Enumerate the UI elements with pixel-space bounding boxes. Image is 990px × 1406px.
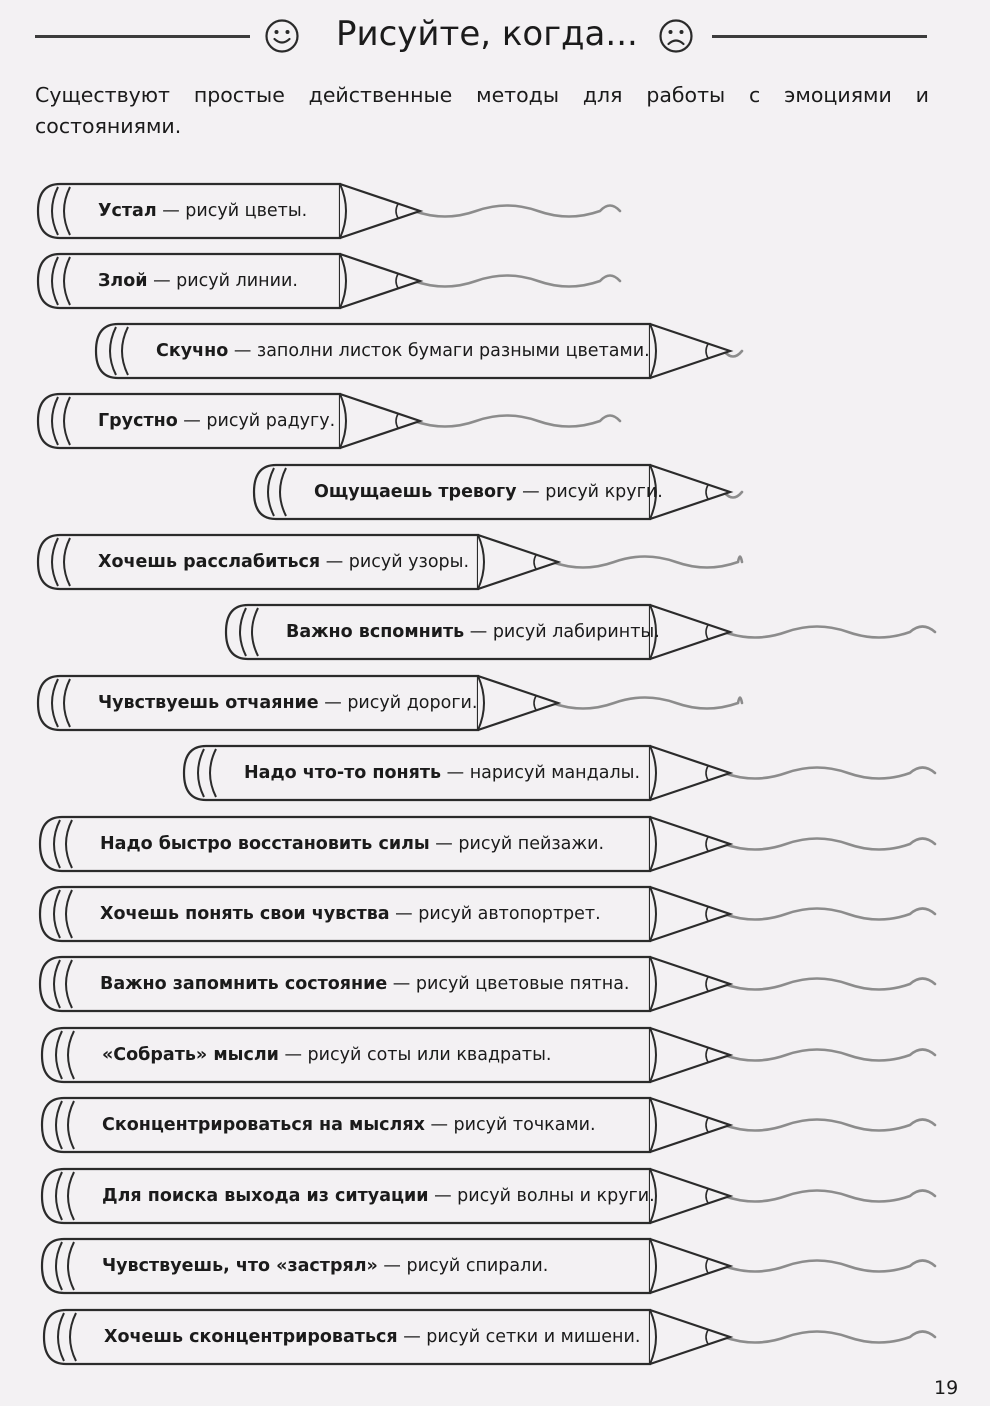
pencil-text: [244, 744, 640, 802]
pencil-item: [42, 1308, 742, 1366]
pencil-item: [36, 392, 432, 450]
pencil-item: [182, 744, 742, 802]
advice-text: — рисуй круги.: [516, 482, 663, 502]
pencil-item: [36, 182, 432, 240]
pencil-text: [102, 1096, 596, 1154]
pencil-text: [98, 252, 298, 310]
pencil-item: [38, 815, 742, 873]
advice-text: — рисуй дороги.: [318, 693, 478, 713]
pencil-item: [40, 1167, 742, 1225]
pencil-item: [36, 674, 570, 732]
emotion-label: Хочешь расслабиться: [98, 552, 321, 572]
pencil-text: [156, 322, 650, 380]
pencil-text: [100, 955, 629, 1013]
pencil-text: [102, 1026, 551, 1084]
advice-text: — рисуй лабиринты.: [464, 622, 660, 642]
advice-text: — рисуй спирали.: [377, 1256, 549, 1276]
emotion-label: Ощущаешь тревогу: [314, 482, 517, 502]
emotion-label: Скучно: [156, 341, 229, 361]
emotion-label: Хочешь понять свои чувства: [100, 904, 390, 924]
advice-text: — рисуй сетки и мишени.: [397, 1327, 641, 1347]
emotion-label: Для поиска выхода из ситуации: [102, 1186, 429, 1206]
page-title: Рисуйте, когда...: [336, 14, 638, 54]
pencil-item: [94, 322, 742, 380]
emotion-label: Сконцентрироваться на мыслях: [102, 1115, 425, 1135]
emotion-label: Надо что-то понять: [244, 763, 442, 783]
pencil-text: [104, 1308, 640, 1366]
advice-text: — рисуй цветы.: [156, 201, 308, 221]
pencil-text: [98, 533, 469, 591]
advice-text: — рисуй пейзажи.: [429, 834, 605, 854]
pencil-item: [40, 1026, 742, 1084]
pencil-item: [38, 955, 742, 1013]
advice-text: — рисуй точками.: [424, 1115, 596, 1135]
advice-text: — рисуй радугу.: [177, 411, 336, 431]
emotion-label: Злой: [98, 271, 148, 291]
pencil-text: [102, 1237, 548, 1295]
emotion-label: Грустно: [98, 411, 178, 431]
emotion-label: «Собрать» мысли: [102, 1045, 279, 1065]
intro-paragraph: Существуют простые действенные методы для работы с эмоциями и состояниями.: [35, 83, 929, 138]
advice-text: — рисуй цветовые пятна.: [387, 974, 630, 994]
page-number: 19: [934, 1377, 959, 1399]
pencil-item: [36, 252, 432, 310]
header-rule-left: [35, 35, 250, 38]
emotion-label: Чувствуешь отчаяние: [98, 693, 319, 713]
pencil-text: [98, 392, 335, 450]
emotion-label: Важно запомнить состояние: [100, 974, 388, 994]
emotion-label: Важно вспомнить: [286, 622, 465, 642]
pencil-text: [100, 815, 604, 873]
pencil-item: [224, 603, 742, 661]
smiley-happy-icon: [264, 18, 300, 54]
pencil-text: [100, 885, 601, 943]
pencil-text: [98, 182, 307, 240]
pencil-item: [40, 1096, 742, 1154]
pencil-text: [286, 603, 660, 661]
advice-text: — рисуй узоры.: [320, 552, 470, 572]
pencil-text: [102, 1167, 655, 1225]
advice-text: — рисуй соты или квадраты.: [278, 1045, 552, 1065]
pencil-item: [38, 885, 742, 943]
advice-text: — рисуй волны и круги.: [428, 1186, 655, 1206]
advice-text: — нарисуй мандалы.: [441, 763, 641, 783]
advice-text: — заполни листок бумаги разными цветами.: [228, 341, 650, 361]
pencil-text: [314, 463, 663, 521]
pencil-item: [40, 1237, 742, 1295]
smiley-sad-icon: [658, 18, 694, 54]
emotion-label: Надо быстро восстановить силы: [100, 834, 430, 854]
advice-text: — рисуй линии.: [147, 271, 298, 291]
emotion-label: Чувствуешь, что «застрял»: [102, 1256, 378, 1276]
pencil-text: [98, 674, 477, 732]
header-rule-right: [712, 35, 927, 38]
pencil-item: [36, 533, 570, 591]
pencil-item: [252, 463, 742, 521]
emotion-label: Устал: [98, 201, 157, 221]
emotion-label: Хочешь сконцентрироваться: [104, 1327, 398, 1347]
advice-text: — рисуй автопортрет.: [389, 904, 601, 924]
